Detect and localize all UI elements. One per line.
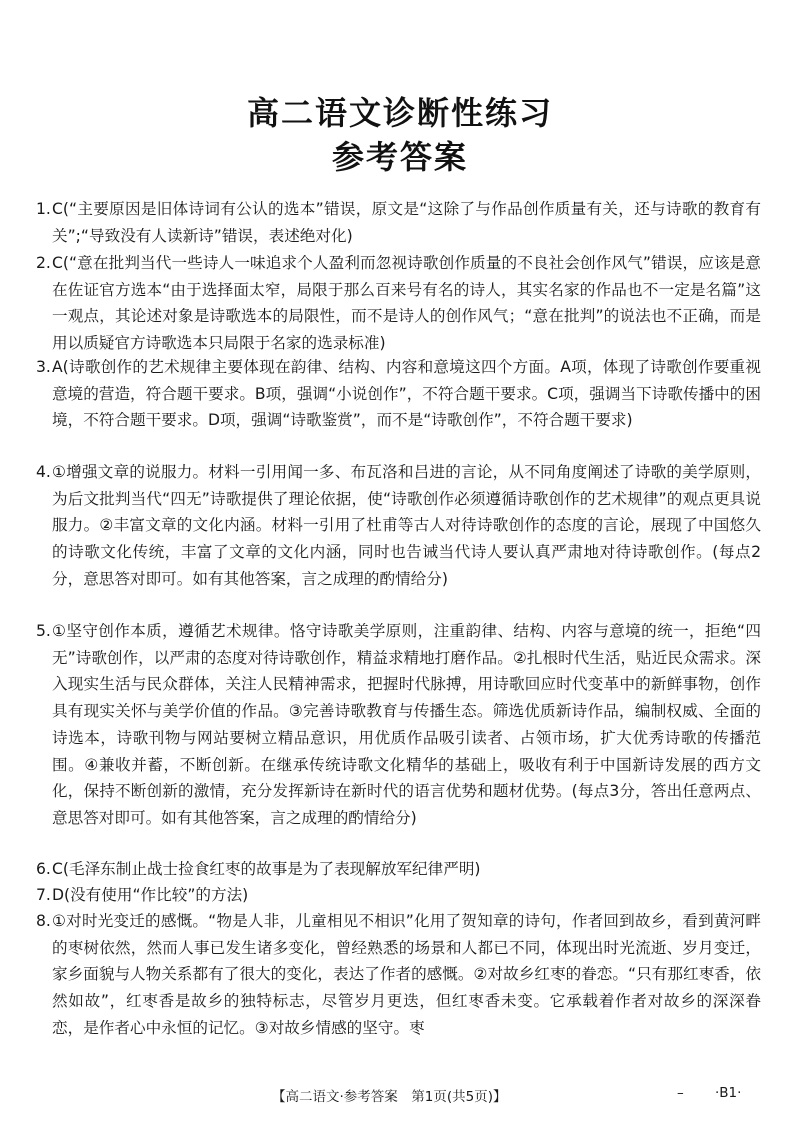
- page-subtitle: 参考答案: [331, 138, 468, 176]
- answer-item-7: [36, 882, 761, 909]
- answer-number: 4.: [36, 463, 51, 481]
- answer-text: ①增强文章的说服力。材料一引用闻一多、布瓦洛和吕进的言论，从不同角度阐述了诗歌的美学原则，为后文批判当代“四无”诗歌提供了理论依据，使“诗歌创作必须遵循诗歌创作的艺术规律”的观点更具说服力。②丰富文章的文化内涵。材料一引用了杜甫等古人对待诗歌创作的态度的言论，展现了中国悠久的诗歌文化传统，丰富了文章的文化内涵，同时也告诫当代诗人要认真严肃地对待诗歌创作。(每点2分，意思答对即可。如有其他答案，言之成理的酌情给分): [52, 463, 761, 588]
- answer-text: C(“意在批判当代一些诗人一味追求个人盈利而忽视诗歌创作质量的不良社会创作风气”错误，应该是意在佐证官方选本“由于选择面太窄，局限于那么百来号有名的诗人，其实名家的作品也不一定是名篇”这一观点，其论述对象是诗歌选本的局限性，而不是诗人的创作风气；“意在批判”的说法也不正确，而是用以质疑官方诗歌选本只局限于名家的选录标准): [52, 254, 761, 353]
- answer-item-1: [36, 196, 761, 249]
- answer-text: C(“主要原因是旧体诗词有公认的选本”错误，原文是“这除了与作品创作质量有关，还与诗歌的教育有关”;“导致没有人读新诗”错误，表述绝对化): [52, 200, 761, 245]
- answer-text: C(毛泽东制止战士捡食红枣的故事是为了表现解放军纪律严明): [52, 860, 481, 878]
- answer-number: 2.: [36, 254, 51, 272]
- footer-dash: –: [677, 1085, 684, 1101]
- answer-number: 3.: [36, 358, 51, 376]
- page-title: 高二语文诊断性练习: [246, 94, 553, 132]
- answer-item-3: [36, 354, 761, 434]
- answer-text: A(诗歌创作的艺术规律主要体现在韵律、结构、内容和意境这四个方面。A项，体现了诗歌创作要重视意境的营造，符合题干要求。B项，强调“小说创作”，不符合题干要求。C项，强调当下诗歌传播中的困境，不符合题干要求。D项，强调“诗歌鉴赏”，而不是“诗歌创作”，不符合题干要求): [52, 358, 761, 430]
- answer-number: 5.: [36, 622, 51, 640]
- answer-number: 8.: [36, 912, 51, 930]
- answer-item-4: [36, 459, 761, 593]
- answer-number: 7.: [36, 886, 51, 904]
- answer-item-6: [36, 856, 761, 883]
- answer-text: D(没有使用“作比较”的方法): [52, 886, 249, 904]
- answer-text: ①对时光变迁的感慨。“物是人非，儿童相见不相识”化用了贺知章的诗句，作者回到故乡，看到黄河畔的枣树依然，然而人事已发生诸多变化，曾经熟悉的场景和人都已不同，体现出时光流逝、岁月变迁，家乡面貌与人物关系都有了很大的变化，表达了作者的感慨。②对故乡红枣的眷恋。“只有那红枣香，依然如故”，红枣香是故乡的独特标志，尽管岁月更迭，但红枣香未变。它承载着作者对故乡的深深眷恋，是作者心中永恒的记忆。③对故乡情感的坚守。枣: [52, 912, 761, 1037]
- answer-item-8: [36, 908, 761, 1042]
- answer-text: ①坚守创作本质，遵循艺术规律。恪守诗歌美学原则，注重韵律、结构、内容与意境的统一，拒绝“四无”诗歌创作，以严肃的态度对待诗歌创作，精益求精地打磨作品。②扎根时代生活，贴近民众需求。深入现实生活与民众群体，关注人民精神需求，把握时代脉搏，用诗歌回应时代变革中的新鲜事物，创作具有现实关怀与美学价值的作品。③完善诗歌教育与传播生态。筛选优质新诗作品，编制权威、全面的诗选本，诗歌刊物与网站要树立精品意识，用优质作品吸引读者、占领市场，扩大优秀诗歌的传播范围。④兼收并蓄，不断创新。在继承传统诗歌文化精华的基础上，吸收有利于中国新诗发展的西方文化，保持不断创新的激情，充分发挥新诗在新时代的语言优势和题材优势。(每点3分，答出任意两点、意思答对即可。如有其他答案，言之成理的酌情给分): [52, 622, 761, 827]
- footer-page-info: 【高二语文·参考答案 第1页(共5页)】: [272, 1089, 507, 1105]
- answer-number: 6.: [36, 860, 51, 878]
- answer-number: 1.: [36, 200, 51, 218]
- answer-item-2: [36, 250, 761, 357]
- footer-code: ·B1·: [715, 1085, 742, 1101]
- answer-item-5: [36, 618, 761, 832]
